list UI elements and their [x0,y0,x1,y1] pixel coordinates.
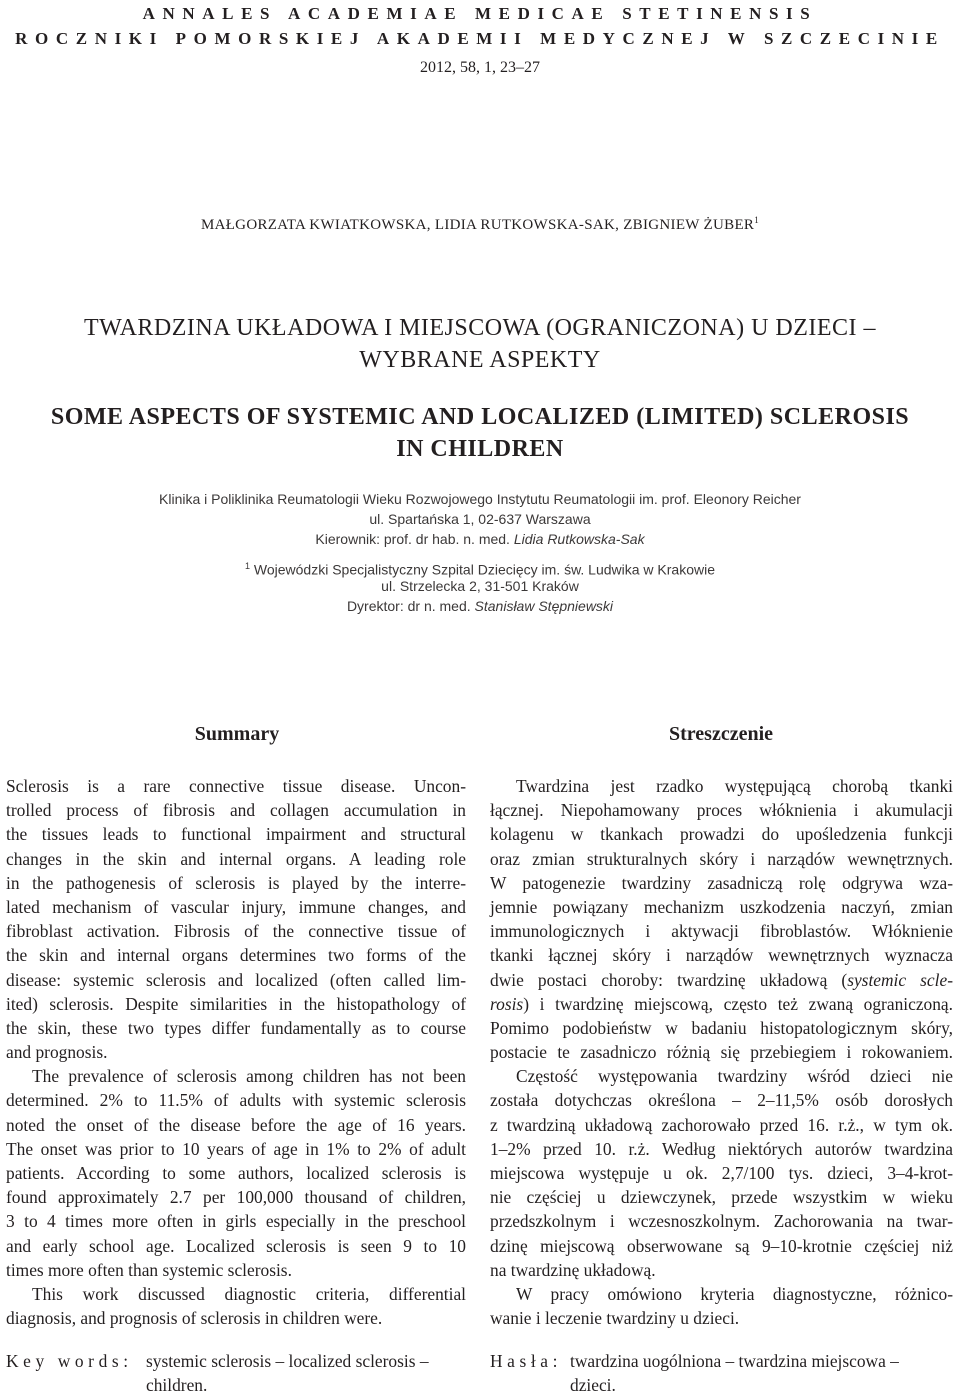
abstract-line: and early school age. Localized sclerosis is seen 9 to 10 [6,1235,466,1256]
affiliation-mark: 1 [244,561,250,571]
abstract-line: immunologicznych i aktywacji fibroblastów. Włóknienie [490,921,953,942]
abstract-line: the skin, these two types differ fundamentally as to course [6,1017,466,1038]
abstract-line: W pracy omówiono kryteria diagnostyczne, różnico- [516,1283,953,1304]
abstract-line: kolagenu w tkankach prowadzi do upośledzenia funkcji [490,824,953,845]
keywords-line: systemic sclerosis – localized sclerosis – [146,1351,429,1371]
abstract-line: Sclerosis is a rare connective tissue disease. Uncon- [6,776,466,796]
abstract-line: jemnie powiązany mechanizm uszkodzenia naczyń, zmian [490,896,953,917]
title-english-line: SOME ASPECTS OF SYSTEMIC AND LOCALIZED (LIMITED) SCLEROSIS [50,404,910,430]
abstract-line: This work discussed diagnostic criteria, differential [32,1283,466,1304]
abstract-line: the skin and internal organs determines two forms of the [6,945,466,966]
affiliation-institution: Klinika i Poliklinika Reumatologii Wieku Rozwojowego Instytutu Reumatologii im. prof. Eleonory Reicher [159,491,801,507]
author-list [0,215,960,234]
affiliation-address: ul. Spartańska 1, 02-637 Warszawa [369,511,591,527]
abstract-line: changes in the skin and internal organs. A leading role [6,848,466,869]
affiliation-secondary [0,556,960,616]
affiliation-head-title: Kierownik: prof. dr hab. n. med. [315,531,514,547]
streszczenie-body [490,774,953,1330]
abstract-line: diagnosis, and prognosis of sclerosis in children were. [6,1308,383,1329]
keywords-line: children. [146,1375,208,1395]
abstract-line: 1–2% przed 10. r.ż. Według niektórych autorów twardzina [490,1138,953,1159]
affiliation-primary [0,489,960,549]
abstract-line: fibroblast activation. Fibrosis of the connective tissue of [6,921,466,942]
keywords-label: Hasła: [490,1351,563,1371]
affiliation-head-title: Dyrektor: dr n. med. [346,598,475,614]
abstract-line: lated mechanism of vascular injury, immune changes, and [6,896,466,917]
author-names: MAŁGORZATA KWIATKOWSKA, LIDIA RUTKOWSKA-SAK, ZBIGNIEW ŻUBER [200,217,755,233]
title-polish-line: WYBRANE ASPEKTY [359,347,601,373]
keywords-line: dzieci. [570,1375,616,1395]
abstract-line: and prognosis. [6,1042,108,1063]
journal-name-polish: ROCZNIKI POMORSKIEJ AKADEMII MEDYCZNEJ W SZCZECINIE [15,29,945,48]
abstract-line: the tissues leads to functional impairment and structural [6,824,466,845]
abstract-line: wanie i leczenie twardziny u dzieci. [490,1308,740,1329]
abstract-line: trolled process of fibrosis and collagen accumulation in [6,800,466,821]
affiliation-institution-name: Wojewódzki Specjalistyczny Szpital Dziecięcy im. św. Ludwika w Krakowie [250,561,716,578]
abstract-line: tkanki łącznej skóry i narządów wewnętrznych wyznacza [490,945,953,966]
streszczenie-heading: Streszczenie [668,723,774,745]
affiliation-head-name: Stanisław Stępniewski [474,598,614,614]
author-affiliation-mark: 1 [754,215,760,225]
abstract-line: nie częściej u dziewczynek, przede wszystkim w wieku [490,1187,953,1208]
abstract-line: dzinę miejscową obserwowane są 9–10-krotnie częściej niż [490,1235,953,1256]
abstract-line: Twardzina jest rzadko występującą chorobą tkanki [516,776,953,796]
affiliation-head [0,596,960,616]
title-polish [0,312,960,376]
abstract-line: została dotychczas określona – 2–11,5% osób dorosłych [490,1090,953,1111]
abstract-line: przedszkolnym i wczesnoszkolnym. Zachorowania na twar- [490,1211,953,1232]
abstract-line: times more often than systemic sclerosis. [6,1259,292,1280]
abstract-line: oraz zmian strukturalnych skóry i narządów wewnętrznych. [490,848,953,869]
abstract-line: postacie te zasadniczo różnią się przebiegiem i rokowaniem. [490,1042,953,1063]
abstract-line: patients. According to some authors, localized sclerosis is [6,1163,466,1183]
affiliation-institution [0,556,960,576]
abstract-line: dwie postaci choroby: twardzinę układową (systemic scle- [490,969,953,990]
abstract-line: found approximately 2.7 per 100,000 thousand of children, [6,1187,466,1208]
latin-term: systemic scle- [847,969,953,990]
abstract-line: łącznej. Niepohamowany proces włóknienia i akumulacji [490,800,953,821]
summary-heading: Summary [194,723,280,745]
keywords-line: twardzina uogólniona – twardzina miejscowa – [570,1351,899,1371]
affiliation-head-name: Lidia Rutkowska-Sak [513,531,645,547]
abstract-line: Pomimo podobieństw w badaniu histopatologicznym skóry, [490,1017,953,1038]
title-english [0,401,960,465]
issue-info: 2012, 58, 1, 23–27 [420,59,540,76]
abstract-line: na twardzinę układową. [490,1259,656,1280]
latin-term: rosis [490,993,524,1014]
abstract-line: in the pathogenesis of sclerosis is played by the interre- [6,872,466,893]
abstract-line: Częstość występowania twardziny wśród dzieci nie [516,1066,953,1087]
abstract-line: The prevalence of sclerosis among children has not been [32,1066,466,1087]
abstract-line: rosis) i twardzinę miejscową, często też zwaną ograniczoną. [490,993,953,1014]
affiliation-address: ul. Strzelecka 2, 31-501 Kraków [381,578,579,594]
keywords-label: Key words: [6,1351,133,1371]
keywords-text [146,1349,429,1397]
abstract-line: z twardziną układową zachorowało przed 16. r.ż., w tym ok. [490,1114,953,1135]
abstract-line: 3 to 4 times more often in girls especially in the preschool [6,1211,466,1232]
abstract-line: miejscowa występuje u ok. 2,7/100 tys. dzieci, 3–4-krot- [490,1163,953,1183]
abstract-line: ited) sclerosis. Despite similarities in the histopathology of [6,993,466,1014]
journal-name-latin: ANNALES ACADEMIAE MEDICAE STETINENSIS [142,4,818,23]
affiliation-head [0,529,960,549]
abstract-line: W patogenezie twardziny zasadniczą rolę odgrywa wza- [490,872,953,893]
abstract-line: determined. 2% to 11.5% of adults with systemic sclerosis [6,1090,466,1111]
abstract-line: The onset was prior to 10 years of age in 1% to 2% of adult [6,1138,466,1159]
abstract-line: disease: systemic sclerosis and localized (often called lim- [6,969,466,990]
abstract-line: noted the onset of the disease before the age of 16 years. [6,1114,466,1135]
title-polish-line: TWARDZINA UKŁADOWA I MIEJSCOWA (OGRANICZONA) U DZIECI – [83,315,877,341]
keywords-text [570,1349,899,1397]
summary-body [6,774,466,1330]
title-english-line: IN CHILDREN [396,436,564,462]
